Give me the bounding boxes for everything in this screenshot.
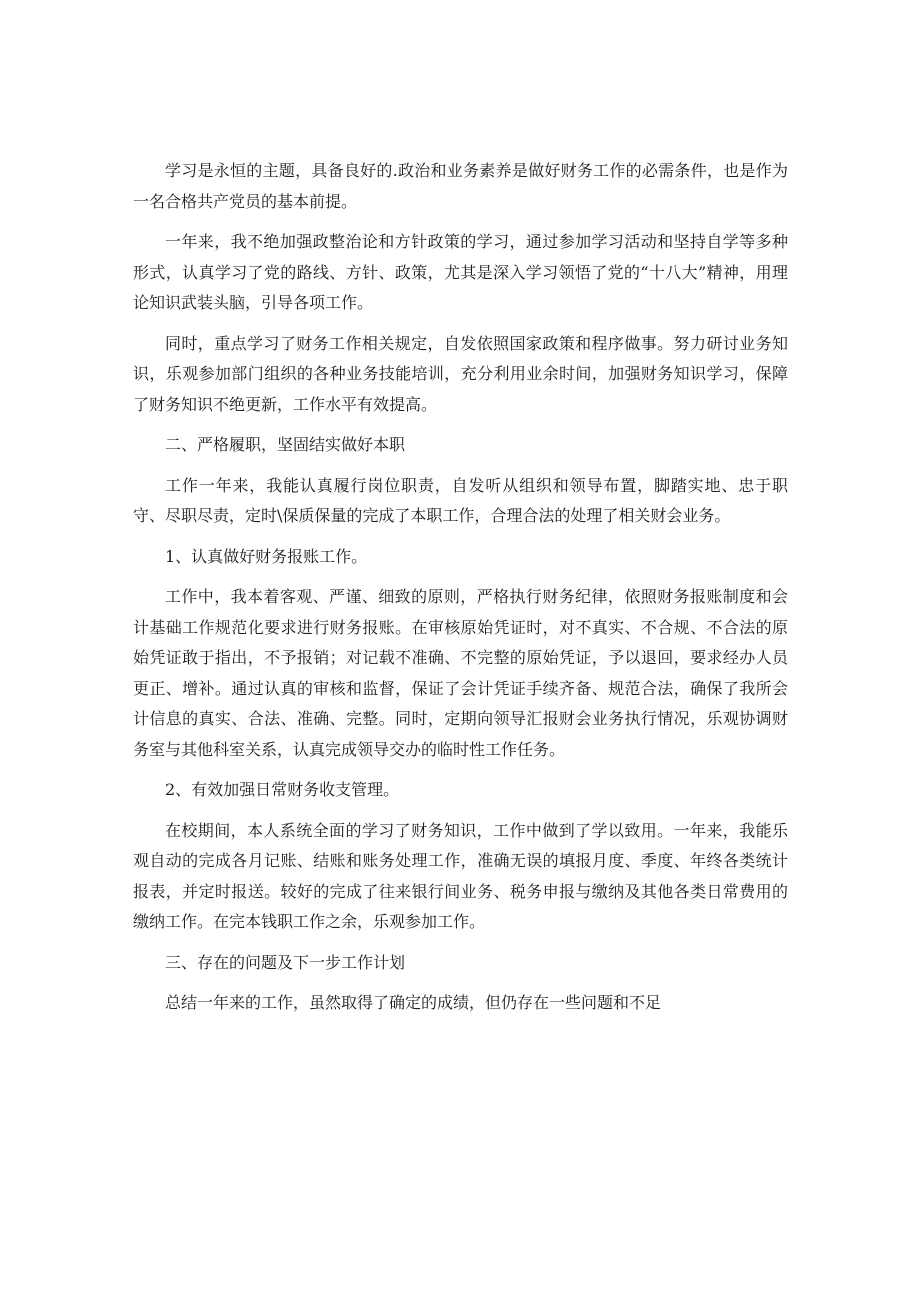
- section-heading-duties: 二、严格履职，坚固结实做好本职: [165, 435, 406, 454]
- document-body: [133, 156, 788, 1029]
- section-heading-problems-plan: 三、存在的问题及下一步工作计划: [165, 952, 406, 972]
- paragraph-reimbursement-details: 工作中，我本着客观、严谨、细致的原则，严格执行财务纪律，依照财务报账制度和会计基础工作规范化要求进行财务报账。在审核原始凭证时，对不真实、不合规、不合法的原始凭证敢于指出，不予报销；对记载不准确、不完整的原始凭证，予以退回，要求经办人员更正、增补。通过认真的审核和监督，保证了会计凭证手续齐备、规范合法，确保了我所会计信息的真实、合法、准确、完整。同时，定期向领导汇报财会业务执行情况，乐观协调财务室与其他科室关系，认真完成领导交办的临时性工作任务。: [133, 587, 788, 759]
- subheading-income-expense: 2、有效加强日常财务收支管理。: [165, 780, 400, 799]
- paragraph-summary: 总结一年来的工作，虽然取得了确定的成绩，但仍存在一些问题和不足: [165, 993, 662, 1012]
- subheading-reimbursement: 1、认真做好财务报账工作。: [165, 546, 368, 566]
- paragraph-political-theory: 一年来，我不绝加强政整治论和方针政策的学习，通过参加学习活动和坚持自学等多种形式，认真学习了党的路线、方针、政策，尤其是深入学习领悟了党的“十八大”精神，用理论知识武装头脑，引导各项工作。: [133, 232, 788, 312]
- paragraph-income-expense-details: 在校期间，本人系统全面的学习了财务知识，工作中做到了学以致用。一年来，我能乐观自动的完成各月记账、结账和账务处理工作，准确无误的填报月度、季度、年终各类统计报表，并定时报送。较好的完成了往来银行间业务、税务申报与缴纳及其他各类日常费用的缴纳工作。在完本钱职工作之余，乐观参加工作。: [133, 820, 788, 931]
- paragraph-finance-regulations: 同时，重点学习了财务工作相关规定，自发依照国家政策和程序做事。努力研讨业务知识，乐观参加部门组织的各种业务技能培训，充分利用业余时间，加强财务知识学习，保障了财务知识不绝更新，工作水平有效提高。: [133, 333, 788, 414]
- paragraph-job-responsibilities: 工作一年来，我能认真履行岗位职责，自发听从组织和领导布置，脚踏实地、忠于职守、尽职尽责，定时\保质保量的完成了本职工作，合理合法的处理了相关财会业务。: [133, 475, 788, 525]
- paragraph-study-theme: 学习是永恒的主题，具备良好的.政治和业务素养是做好财务工作的必需条件，也是作为一名合格共产党员的基本前提。: [133, 161, 788, 211]
